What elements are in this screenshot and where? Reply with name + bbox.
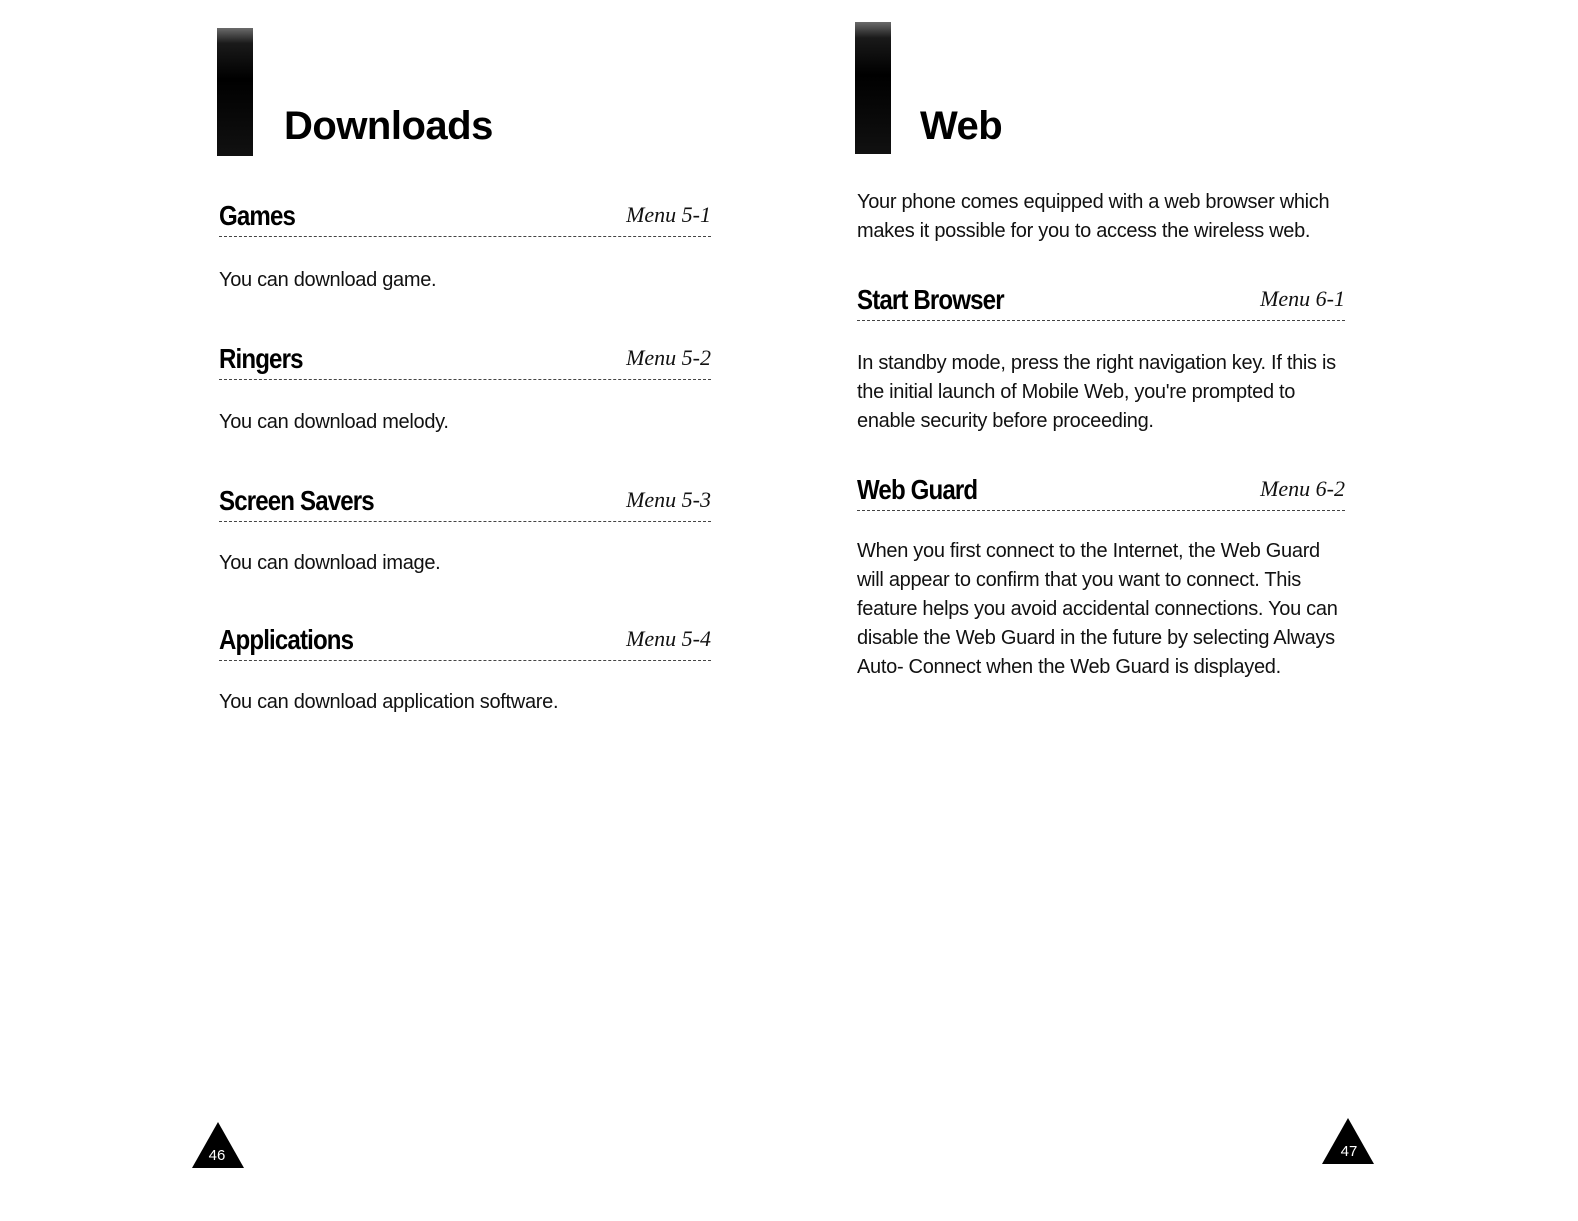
section-body: In standby mode, press the right navigation key. If this is the initial launch of Mobile Web, you're prompted to enable security before proceeding. [857,352,1336,432]
section-title: Ringers [219,343,303,374]
chapter-marker-bar [855,22,891,154]
section-title: Screen Savers [219,485,374,516]
section-title: Games [219,200,296,231]
section-body: You can download game. [219,269,437,291]
page-number-marker [1320,1116,1376,1166]
chapter-intro: Your phone comes equipped with a web browser which makes it possible for you to access the wireless web. [857,191,1330,242]
triangle-page-icon [1320,1116,1376,1166]
right-page [789,0,1578,1221]
chapter-title: Downloads [284,104,493,148]
section-title: Start Browser [857,284,1004,315]
section-header-ringers [219,339,711,380]
chapter-marker-bar [217,28,253,156]
page-number-marker [190,1120,246,1170]
menu-reference: Menu 6-1 [1260,286,1345,311]
section-header-web-guard [857,470,1345,511]
section-header-start-browser [857,280,1345,321]
menu-reference: Menu 5-4 [626,626,711,651]
menu-reference: Menu 5-2 [626,345,711,370]
section-title: Applications [219,624,354,655]
menu-reference: Menu 5-3 [626,487,711,512]
section-body: You can download application software. [219,691,559,713]
section-body: You can download image. [219,552,441,574]
section-header-games [219,196,711,237]
menu-reference: Menu 5-1 [626,202,711,227]
chapter-title: Web [920,104,1003,148]
triangle-page-icon [190,1120,246,1170]
section-body: When you first connect to the Internet, the Web Guard will appear to confirm that you want to connect. This feature helps you avoid accidental connections. You can disable the Web Guard in the future by selecting Always Auto- Connect when the Web Guard is displayed. [857,540,1338,678]
section-header-applications [219,620,711,661]
page-number: 46 [208,1147,226,1164]
section-title: Web Guard [857,474,978,505]
section-header-screen-savers [219,481,711,522]
menu-reference: Menu 6-2 [1260,476,1345,501]
page-number: 47 [1340,1143,1358,1160]
section-body: You can download melody. [219,411,449,433]
